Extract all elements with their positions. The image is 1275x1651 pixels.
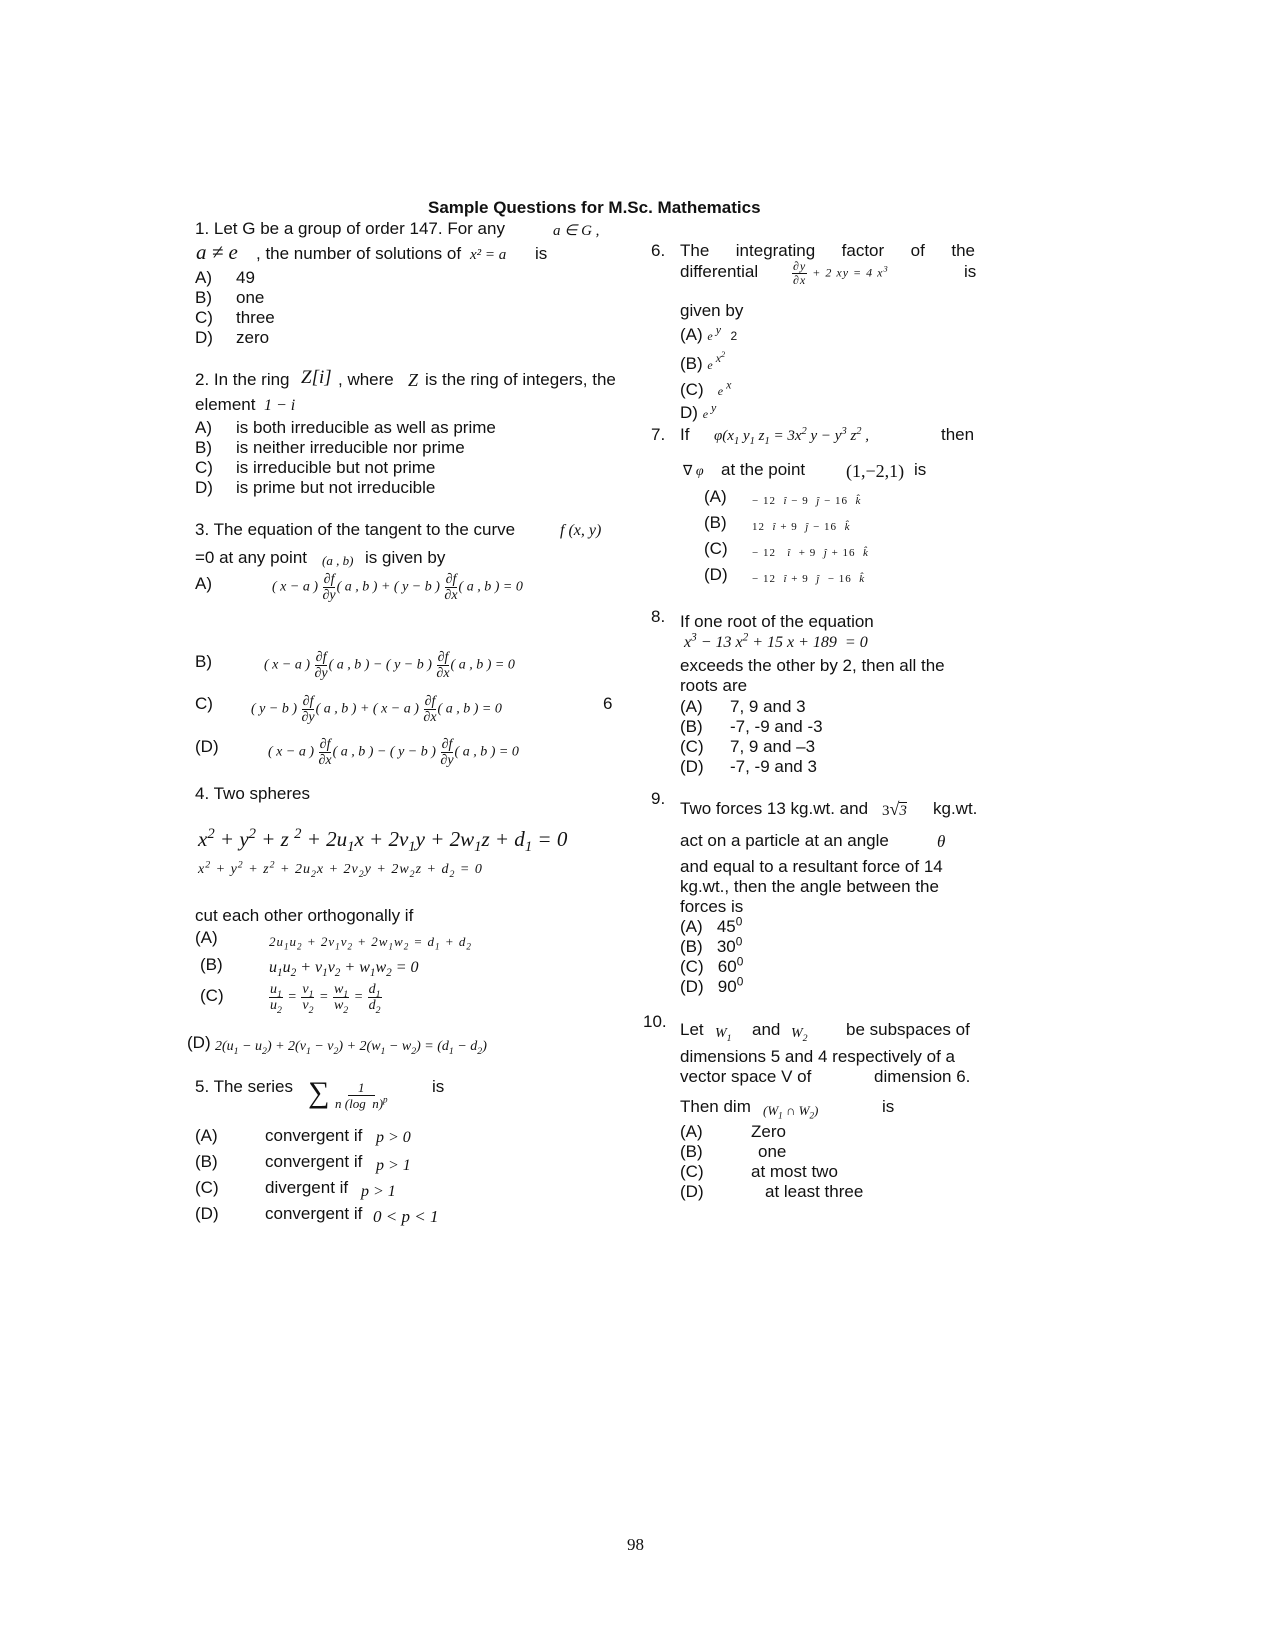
- q2-line1b: , where: [338, 370, 394, 389]
- q5-option-d-label: (D): [195, 1204, 219, 1223]
- q1-option-c-label: C): [195, 308, 213, 327]
- q6-word-4: of: [910, 241, 925, 260]
- q10-line4: Then dim: [680, 1097, 751, 1116]
- q3-option-d-label: (D): [195, 737, 219, 756]
- q3-line2b: is given by: [365, 548, 446, 567]
- q10-option-c-label: (C): [680, 1162, 704, 1181]
- q1-line2-text: , the number of solutions of: [256, 244, 462, 263]
- q4-option-d-equation: $2(u_1 - u_2) + 2(v_1 - v_2) + 2(w_1 - w_2) = (d_1 - d_2)$: [215, 1039, 487, 1057]
- q6-word-3: factor: [841, 241, 885, 260]
- q10-and: and: [752, 1020, 781, 1039]
- q9-option-c-value: 60: [717, 957, 737, 976]
- q9-sqrt: 3√3: [882, 799, 907, 819]
- q6-word-1: The: [680, 241, 710, 260]
- q3-curve: f (x, y): [560, 522, 602, 539]
- q9-option-c-label: (C): [680, 957, 704, 976]
- q5-option-a-cond: p > 0: [376, 1129, 411, 1146]
- q10-option-d-label: (D): [680, 1182, 704, 1201]
- q3-line1: 3. The equation of the tangent to the curve: [195, 520, 516, 539]
- q2-line2: element: [195, 395, 256, 414]
- q9-option-d-value: 90: [717, 977, 737, 996]
- q6-option-a: (A) e $^y$ 2: [680, 322, 738, 344]
- q2-option-a: is both irreducible as well as prime: [236, 418, 496, 437]
- q2-option-b: is neither irreducible nor prime: [236, 438, 465, 457]
- q8-option-b: -7, -9 and -3: [730, 717, 823, 736]
- q8-line3: exceeds the other by 2, then all the: [680, 656, 945, 675]
- q9-option-b-label: (B): [680, 937, 703, 956]
- q6-option-d-label: D): [680, 403, 698, 422]
- q9-option-d-label: (D): [680, 977, 704, 996]
- q10-option-b: one: [758, 1142, 787, 1161]
- q2-line1c: is the ring of integers, the: [425, 370, 616, 389]
- q8-option-d-label: (D): [680, 757, 704, 776]
- q3-stray-mark: 6: [603, 694, 613, 713]
- q10-let: Let: [680, 1020, 704, 1039]
- q7-option-c-label: (C): [704, 539, 728, 558]
- q3-option-b-label: B): [195, 652, 212, 671]
- q2-option-a-label: A): [195, 418, 212, 437]
- q6-number: 6.: [651, 241, 666, 260]
- q9-option-a-value: 45: [716, 917, 736, 936]
- q2-ring: Z[i]: [301, 367, 332, 388]
- q9-line1b: kg.wt.: [933, 799, 978, 818]
- q5-option-d-text: convergent if: [265, 1204, 363, 1223]
- q3-option-c-label: C): [195, 694, 213, 713]
- q10-line3a: vector space V of: [680, 1067, 812, 1086]
- q9-theta: θ: [937, 832, 946, 851]
- q6-line2: differential: [680, 262, 759, 281]
- q9-line3: and equal to a resultant force of 14: [680, 857, 943, 876]
- q4-cut-text: cut each other orthogonally if: [195, 906, 414, 925]
- q1-a-not-e: a ≠ e: [196, 240, 238, 264]
- q10-line1c: be subspaces of: [846, 1020, 970, 1039]
- q8-option-a-label: (A): [680, 697, 703, 716]
- q2-element: 1 − i: [264, 397, 296, 414]
- q9-line5: forces is: [680, 897, 744, 916]
- q6-is: is: [964, 262, 977, 281]
- q5-option-b-cond: p > 1: [376, 1157, 411, 1174]
- q9-option-a-label: (A): [680, 917, 703, 936]
- q10-option-b-label: (B): [680, 1142, 703, 1161]
- q7-option-d-vector: − 12 î + 9 ĵ − 16 k̂: [752, 573, 866, 585]
- q6-word-5: the: [951, 241, 975, 260]
- q1-option-a-label: A): [195, 268, 212, 287]
- q5-is: is: [432, 1077, 445, 1096]
- q6-line1: [680, 241, 975, 261]
- q9-line2: act on a particle at an angle: [680, 831, 889, 850]
- q4-option-a-equation: $2u_1u_2 + 2v_1v_2 + 2w_1w_2 = d_1 + d_2$: [269, 934, 472, 952]
- q4-option-c-equation: $\frac{u_1}{u_2}$ = $\frac{v_1}{v_2}$ = $\frac{w_1}{w_2}$ = $\frac{d_1}{d_2}$: [270, 982, 381, 1016]
- q7-then: then: [941, 425, 975, 444]
- q8-option-c: 7, 9 and –3: [730, 737, 816, 756]
- q8-option-d: -7, -9 and 3: [730, 757, 817, 776]
- q6-differential-equation: $\frac{\partial y}{\partial x}$ + 2 xy = 4 $x^3$: [793, 259, 889, 287]
- q9-option-d: (D) $90^0$: [680, 974, 744, 996]
- q6-option-a-label: (A): [680, 325, 703, 344]
- q6-option-b-label: (B): [680, 354, 703, 373]
- q4-option-a-label: (A): [195, 928, 218, 947]
- q1-is: is: [535, 244, 548, 263]
- q2-line1: 2. In the ring: [195, 370, 290, 389]
- q10-is: is: [882, 1097, 895, 1116]
- q2-option-c-label: C): [195, 458, 213, 477]
- q8-option-c-label: (C): [680, 737, 704, 756]
- q10-intersection: ($W_1$ ∩ $W_2$): [763, 1103, 819, 1121]
- q7-option-a-vector: − 12 î − 9 ĵ − 16 k̂: [752, 495, 862, 507]
- q4-option-d-label: (D): [187, 1033, 211, 1052]
- q10-option-a: Zero: [751, 1122, 786, 1141]
- q4-line1: 4. Two spheres: [195, 784, 310, 803]
- q7-option-c-vector: − 12 î + 9 ĵ + 16 k̂: [752, 547, 869, 559]
- q3-option-b-equation: ( x − a ) $\frac{\partial f}{\partial y}$ ( a , b ) − ( y − b ) $\frac{\partial f}{\partial x}$ ( a , b ) = 0: [264, 650, 515, 681]
- q7-gradient-phi: ∇ φ: [683, 464, 704, 479]
- q5-option-c-text: divergent if: [265, 1178, 349, 1197]
- q9-option-b-value: 30: [716, 937, 736, 956]
- q6-option-c-label: (C): [680, 380, 704, 399]
- q5-sum-symbol: ∑: [308, 1076, 330, 1109]
- q1-option-b-label: B): [195, 288, 212, 307]
- q1-equation: x² = a: [470, 247, 507, 263]
- q5-option-a-label: (A): [195, 1126, 218, 1145]
- q4-sphere-2: $x^2 + y^2 + z^2 + 2u_2x + 2v_2y + 2w_2z + d_2 = 0$: [198, 859, 483, 880]
- q6-option-c: (C) e $^x$: [680, 377, 732, 399]
- q1-math-a-in-g: a ∈ G ,: [553, 223, 600, 239]
- q6-word-2: integrating: [735, 241, 816, 260]
- q4-option-b-label: (B): [200, 955, 223, 974]
- q5-option-b-text: convergent if: [265, 1152, 363, 1171]
- q1-option-d-label: D): [195, 328, 213, 347]
- q3-option-a-equation: ( x − a ) $\frac{\partial f}{\partial y}$ ( a , b ) + ( y − b ) $\frac{\partial f}{\partial x}$ ( a , b ) = 0: [272, 572, 523, 603]
- q7-at-point: at the point: [721, 460, 806, 479]
- q10-option-d: at least three: [765, 1182, 864, 1201]
- q7-option-b-label: (B): [704, 513, 727, 532]
- q9-number: 9.: [651, 789, 666, 808]
- q3-point: (a , b): [322, 553, 354, 568]
- q4-sphere-1: $x^2 + y^2 + z$ $^2 + 2u_1x + 2v_1y + 2w_1z + d_1 = 0$: [198, 826, 568, 856]
- q8-option-a: 7, 9 and 3: [730, 697, 806, 716]
- q6-option-d: D) e $^y$: [680, 400, 717, 422]
- q1-line1: 1. Let G be a group of order 147. For any: [195, 219, 505, 238]
- q4-option-c-label: (C): [200, 986, 224, 1005]
- q2-z-symbol: Z: [408, 370, 419, 390]
- q2-option-b-label: B): [195, 438, 212, 457]
- q1-option-d: zero: [236, 328, 270, 347]
- q7-point: (1,−2,1): [846, 461, 905, 481]
- q8-option-b-label: (B): [680, 717, 703, 736]
- q6-option-b: (B) e $^{x^2}$: [680, 350, 726, 373]
- q6-line3: given by: [680, 301, 744, 320]
- q10-option-a-label: (A): [680, 1122, 703, 1141]
- q5-option-d-cond: 0 < p < 1: [373, 1207, 439, 1226]
- q2-option-d-label: D): [195, 478, 213, 497]
- q5-option-a-text: convergent if: [265, 1126, 363, 1145]
- q1-option-c: three: [236, 308, 275, 327]
- q7-option-d-label: (D): [704, 565, 728, 584]
- q3-option-c-equation: ( y − b ) $\frac{\partial f}{\partial y}$ ( a , b ) + ( x − a ) $\frac{\partial f}{\partial x}$ ( a , b ) = 0: [251, 694, 502, 725]
- q9-line1a: Two forces 13 kg.wt. and: [680, 799, 869, 818]
- q10-line3b: dimension 6.: [874, 1067, 971, 1086]
- q5-option-c-label: (C): [195, 1178, 219, 1197]
- q7-option-b-vector: 12 î + 9 ĵ − 16 k̂: [752, 521, 851, 533]
- q8-line4: roots are: [680, 676, 748, 695]
- q9-option-a: (A) $45^0$: [680, 914, 743, 936]
- q10-w2: $W_2$: [791, 1026, 808, 1044]
- q5-option-b-label: (B): [195, 1152, 218, 1171]
- q7-function: $\varphi(x_1$ $y_1$ $z_1 = 3x^2$ $y - y^3$ $z^2$ ,: [714, 426, 870, 447]
- q1-option-a: 49: [236, 268, 255, 287]
- q7-option-a-label: (A): [704, 487, 727, 506]
- q9-line4: kg.wt., then the angle between the: [680, 877, 939, 896]
- q5-series-term: $\frac{1}{n (\log n)^p}$: [335, 1080, 388, 1111]
- q10-number: 10.: [643, 1012, 667, 1031]
- q7-is: is: [914, 460, 927, 479]
- q8-line1: If one root of the equation: [680, 612, 874, 631]
- q8-number: 8.: [651, 607, 666, 626]
- q7-number: 7.: [651, 425, 666, 444]
- q3-option-d-equation: ( x − a ) $\frac{\partial f}{\partial x}$ ( a , b ) − ( y − b ) $\frac{\partial f}{\partial y}$ ( a , b ) = 0: [268, 737, 519, 768]
- q7-if: If: [680, 425, 690, 444]
- q2-option-c: is irreducible but not prime: [236, 458, 436, 477]
- q9-option-b: (B) $30^0$: [680, 934, 743, 956]
- q4-option-b-equation: $u_1u_2 + v_1v_2 + w_1w_2 = 0$: [269, 959, 419, 980]
- q9-option-c: (C) $60^0$: [680, 954, 744, 976]
- q3-option-a-label: A): [195, 574, 212, 593]
- page-title: Sample Questions for M.Sc. Mathematics: [428, 198, 761, 217]
- q10-option-c: at most two: [751, 1162, 838, 1181]
- q3-line2a: =0 at any point: [195, 548, 308, 567]
- q8-equation: $x^3 - 13$ $x^2 + 15$ x + 189 = 0: [684, 631, 868, 651]
- q10-line2: dimensions 5 and 4 respectively of a: [680, 1047, 955, 1066]
- q5-option-c-cond: p > 1: [361, 1183, 396, 1200]
- q5-line1: 5. The series: [195, 1077, 293, 1096]
- q2-option-d: is prime but not irreducible: [236, 478, 436, 497]
- q1-option-b: one: [236, 288, 265, 307]
- page-number: 98: [627, 1535, 644, 1554]
- q10-w1: $W_1$: [715, 1026, 732, 1044]
